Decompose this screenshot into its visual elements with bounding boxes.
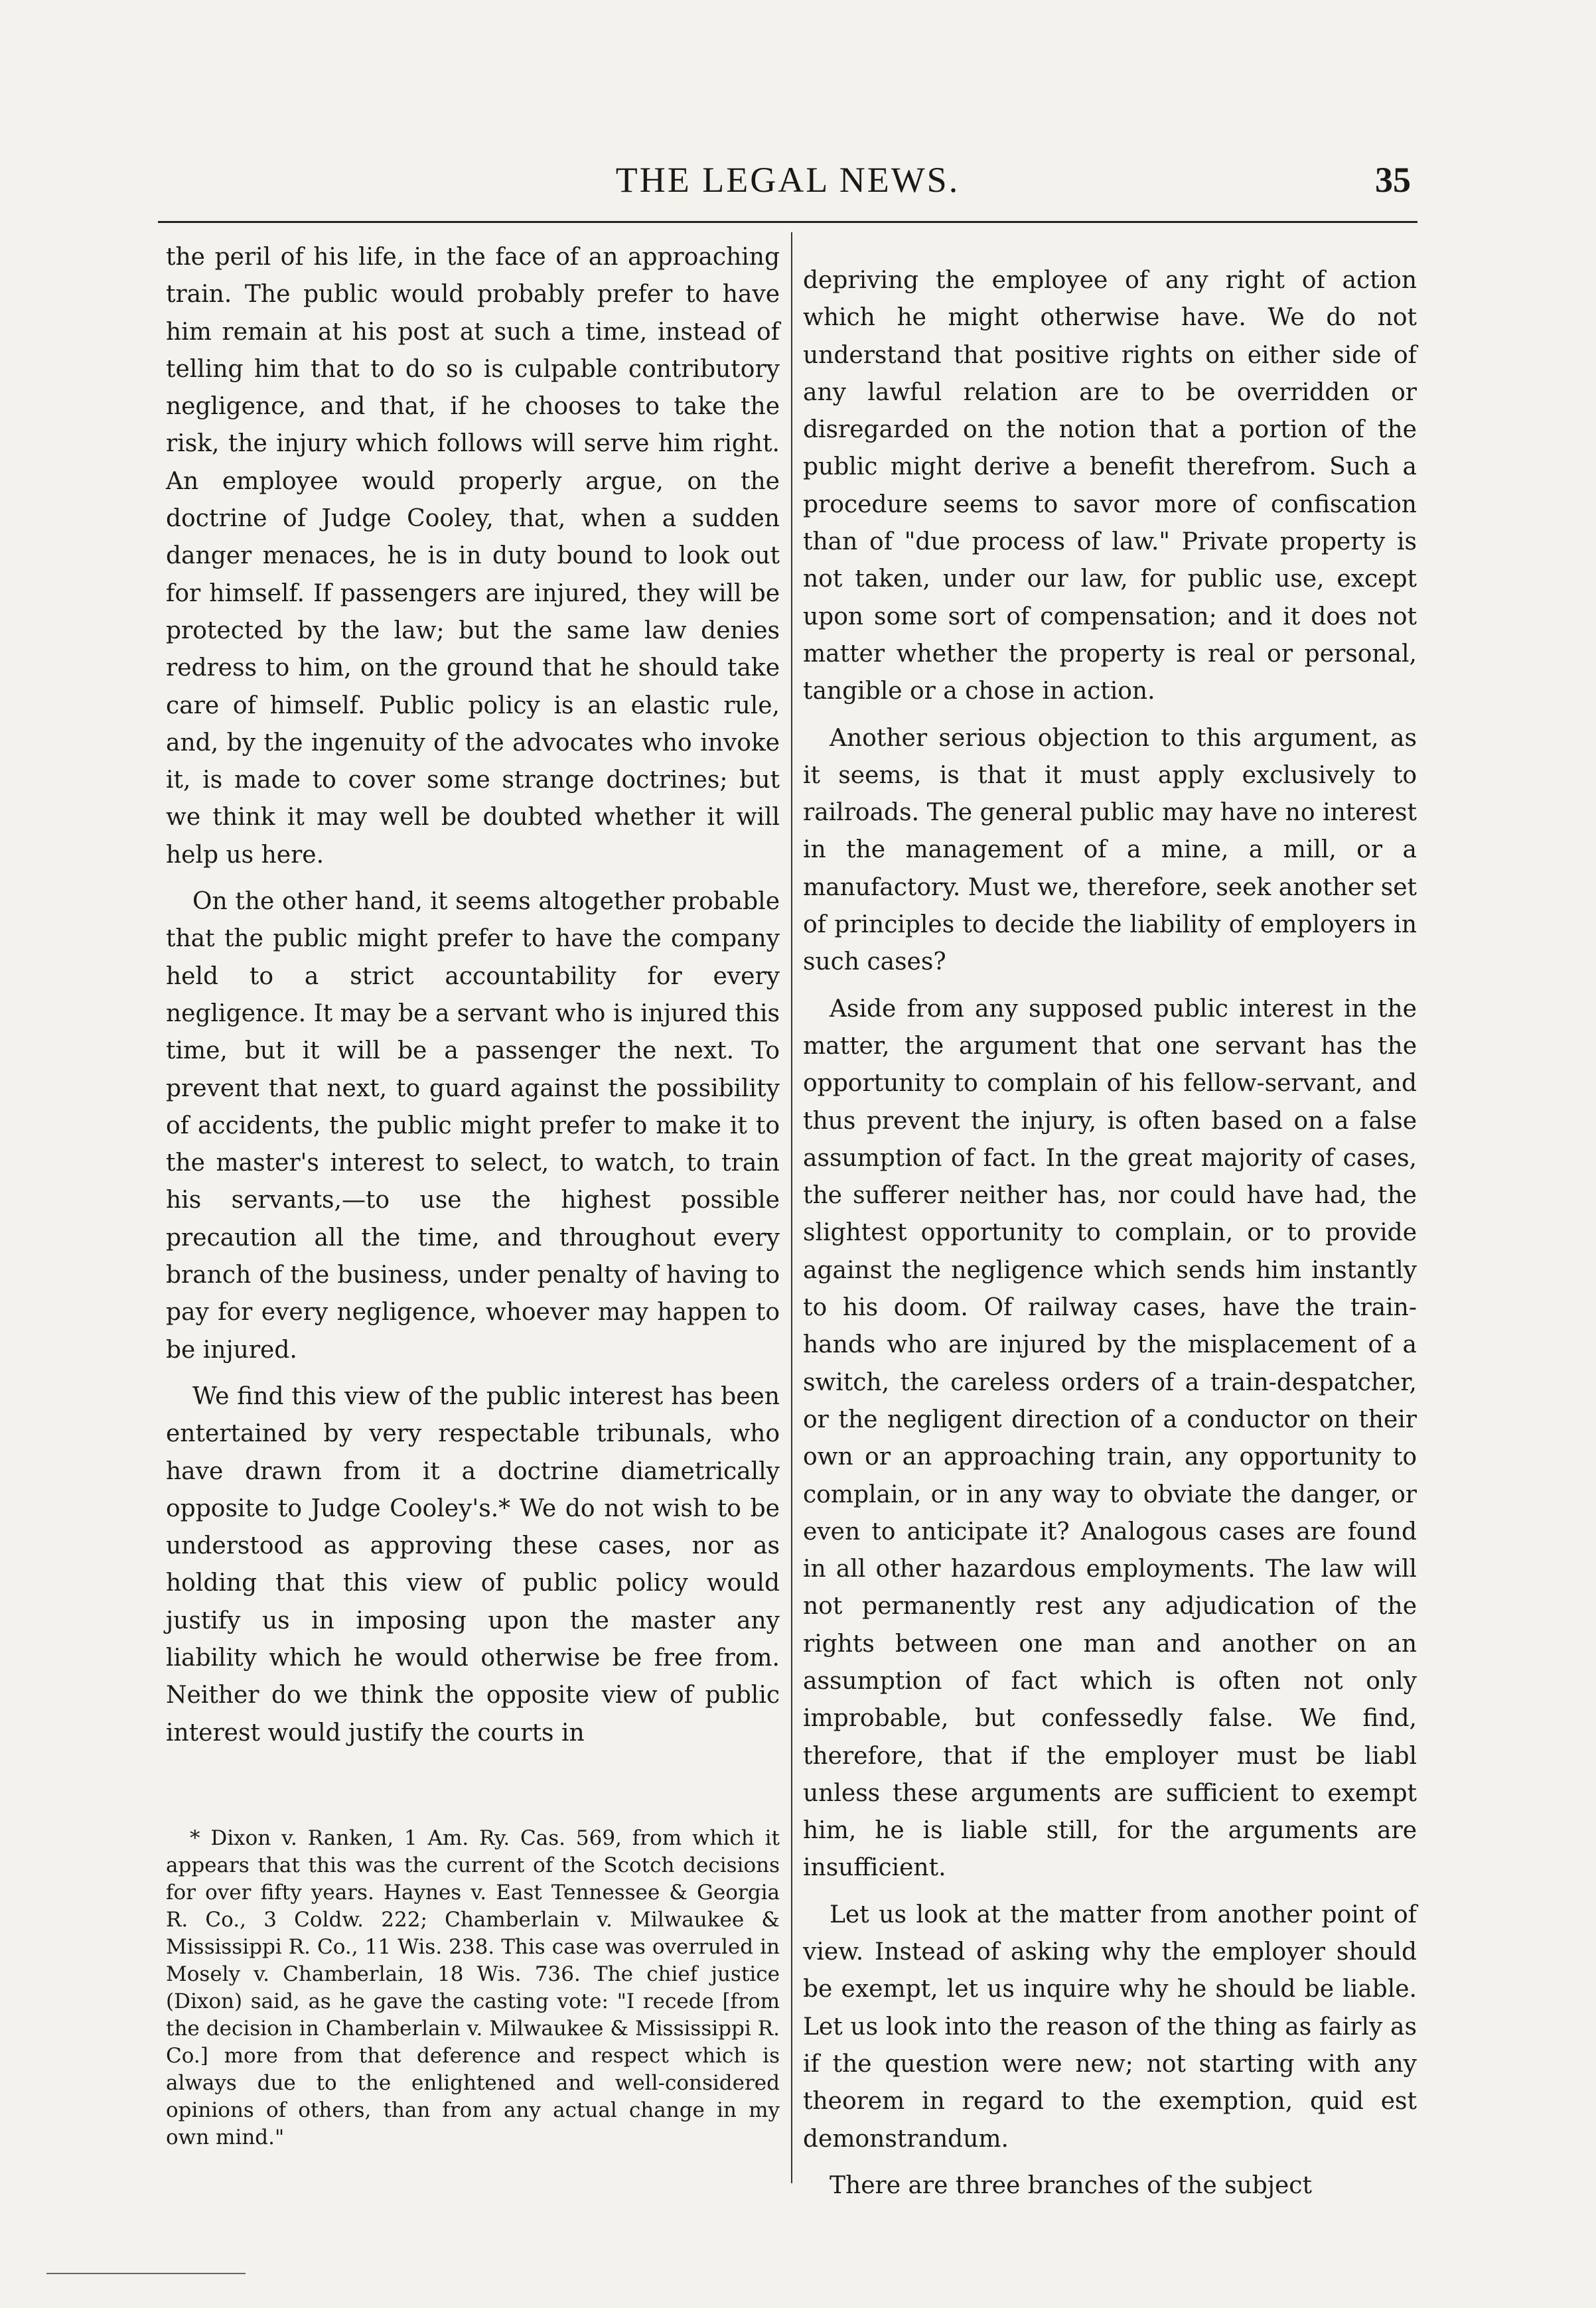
- page-number: 35: [1375, 160, 1411, 200]
- running-head: [158, 159, 1417, 206]
- right-paragraph-5: There are three branches of the subject: [830, 2171, 1312, 2199]
- right-paragraph-3: Aside from any supposed public interest in the matter, the argument that one servant has the opportunity to complain of his fellow-servant, and thus prevent the injury, is often based on a false assumption of fact. In the great majority of cases, the sufferer neither has, nor could have had, the slightest opportunity to complain, or to provide against the negligence which sends him instantly to his doom. Of railway cases, have the train-hands who are injured by the misplacement of a switch, the careless orders of a train-despatcher, or the negligent direction of a conductor on their own or an approaching train, any opportunity to complain, or in any way to obviate the danger, or even to anticipate it? Analogous cases are found in all other hazardous employments. The law will not permanently rest any adjudication of the rights between one man and another on an assumption of fact which is often not only improbable, but confessedly false. We find, therefore, that if the employer must be liabl unless these arguments are sufficient to exempt him, he is liable still, for the arguments are insufficient.: [803, 995, 1417, 1882]
- running-title: THE LEGAL NEWS.: [615, 160, 960, 200]
- footnote: [166, 1825, 780, 2151]
- column-divider: [791, 232, 792, 2183]
- header-rule: [158, 221, 1417, 223]
- left-paragraph-1: the peril of his life, in the face of an approaching train. The public would probably prefer to have him remain at his post at such a time, instead of telling him that to do so is culpable contributory negligence, and that, if he chooses to take the risk, the injury which follows will serve him right. An employee would properly argue, on the doctrine of Judge Cooley, that, when a sudden danger menaces, he is in duty bound to look out for himself. If passengers are injured, they will be protected by the law; but the same law denies redress to him, on the ground that he should take care of himself. Public policy is an elastic rule, and, by the ingenuity of the advocates who invoke it, is made to cover some strange doctrines; but we think it may well be doubted whether it will help us here.: [166, 244, 780, 869]
- right-column: [803, 262, 1417, 2204]
- right-paragraph-2: Another serious objection to this argument, as it seems, is that it must apply exclusively to railroads. The general public may have no interest in the management of a mine, a mill, or a manufactory. Must we, therefore, seek another set of principles to decide the liability of employers in such cases?: [803, 724, 1417, 976]
- footnote-text: * Dixon v. Ranken, 1 Am. Ry. Cas. 569, from which it appears that this was the current of the Scotch decisions for over fifty years. Haynes v. East Tennessee & Georgia R. Co., 3 Coldw. 222; Chamberlain v. Milwaukee & Mississippi R. Co., 11 Wis. 238. This case was overruled in Mosely v. Chamberlain, 18 Wis. 736. The chief justice (Dixon) said, as he gave the casting vote: "I recede [from the decision in Chamberlain v. Milwaukee & Mississippi R. Co.] more from that deference and respect which is always due to the enlightened and well-considered opinions of others, than from any actual change in my own mind.": [166, 1826, 780, 2149]
- bottom-rule: [46, 2273, 246, 2274]
- right-paragraph-1: depriving the employee of any right of action which he might otherwise have. We do not understand that positive rights on either side of any lawful relation are to be overridden or disregarded on the notion that a portion of the public might derive a benefit therefrom. Such a procedure seems to savor more of confiscation than of "due process of law." Private property is not taken, under our law, for public use, except upon some sort of compensation; and it does not matter whether the property is real or personal, tangible or a chose in action.: [803, 267, 1417, 705]
- right-paragraph-4: Let us look at the matter from another point of view. Instead of asking why the employer should be exempt, let us inquire why he should be liable. Let us look into the reason of the thing as fairly as if the question were new; not starting with any theorem in regard to the exemption, quid est demonstrandum.: [803, 1901, 1417, 2153]
- left-column: [166, 239, 780, 1752]
- left-paragraph-3: We find this view of the public interest has been entertained by very respectable tribunals, who have drawn from it a doctrine diametrically opposite to Judge Cooley's.* We do not wish to be understood as approving these cases, nor as holding that this view of public policy would justify us in imposing upon the master any liability which he would otherwise be free from. Neither do we think the opposite view of public interest would justify the courts in: [166, 1382, 780, 1747]
- left-paragraph-2: On the other hand, it seems altogether probable that the public might prefer to have the company held to a strict accountability for every negligence. It may be a servant who is injured this time, but it will be a passenger the next. To prevent that next, to guard against the possibility of accidents, the public might prefer to make it to the master's interest to select, to watch, to train his servants,—to use the highest possible precaution all the time, and throughout every branch of the business, under penalty of having to pay for every negligence, whoever may happen to be injured.: [166, 888, 780, 1364]
